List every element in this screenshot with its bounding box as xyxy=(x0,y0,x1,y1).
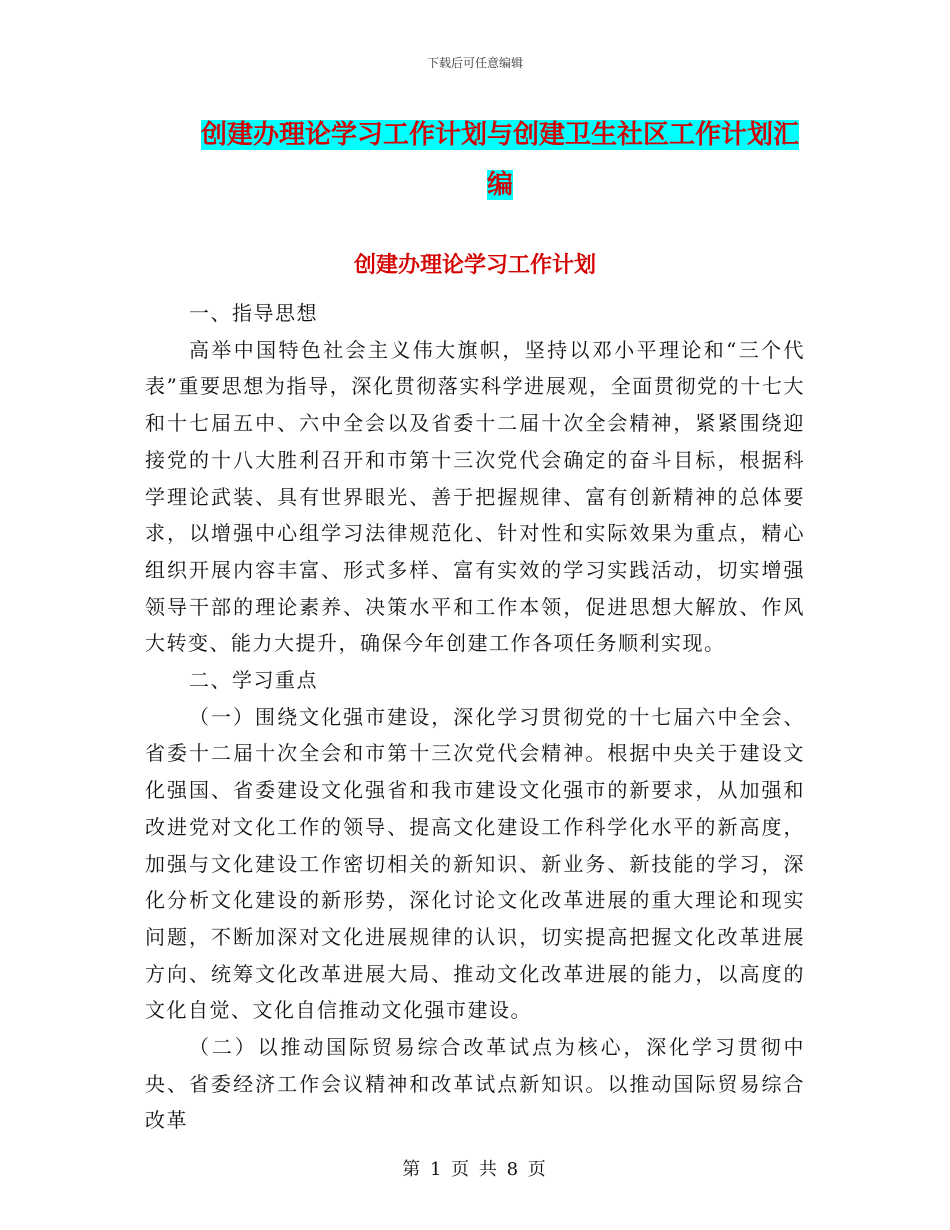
document-body xyxy=(145,295,805,1139)
document-title-line-2: 编 xyxy=(486,170,513,200)
page-footer: 第 1 页 共 8 页 xyxy=(402,1159,548,1180)
paragraph-study-focus-2: （二）以推动国际贸易综合改革试点为核心，深化学习贯彻中央、省委经济工作会议精神和改革试点新知识。以推动国际贸易综合改革 xyxy=(145,1035,805,1133)
section-title: 创建办理论学习工作计划 xyxy=(353,253,596,278)
heading-guiding-ideology: 一、指导思想 xyxy=(189,301,318,325)
document-title-line-1: 创建办理论学习工作计划与创建卫生社区工作计划汇 xyxy=(200,120,799,150)
heading-study-focus: 二、学习重点 xyxy=(189,668,318,693)
header-note: 下载后可任意编辑 xyxy=(426,56,523,70)
document-title xyxy=(180,110,820,210)
paragraph-guiding-ideology: 高举中国特色社会主义伟大旗帜，坚持以邓小平理论和“三个代表”重要思想为指导，深化贯彻落实科学进展观，全面贯彻党的十七大和十七届五中、六中全会以及省委十二届十次全会精神，紧紧围绕迎接党的十八大胜利召开和市第十三次党代会确定的奋斗目标，根据科学理论武装、具有世界眼光、善于把握规律、富有创新精神的总体要求，以增强中心组学习法律规范化、针对性和实际效果为重点，精心组织开展内容丰富、形式多样、富有实效的学习实践活动，切实增强领导干部的理论素养、决策水平和工作本领，促进思想大解放、作风大转变、能力大提升，确保今年创建工作各项任务顺利实现。 xyxy=(145,337,805,656)
paragraph-study-focus-1: （一）围绕文化强市建设，深化学习贯彻党的十七届六中全会、省委十二届十次全会和市第十三次党代会精神。根据中央关于建设文化强国、省委建设文化强省和我市建设文化强市的新要求，从加强和改进党对文化工作的领导、提高文化建设工作科学化水平的新高度，加强与文化建设工作密切相关的新知识、新业务、新技能的学习，深化分析文化建设的新形势，深化讨论文化改革进展的重大理论和现实问题，不断加深对文化进展规律的认识，切实提高把握文化改革进展方向、统筹文化改革进展大局、推动文化改革进展的能力，以高度的文化自觉、文化自信推动文化强市建设。 xyxy=(145,704,805,1023)
